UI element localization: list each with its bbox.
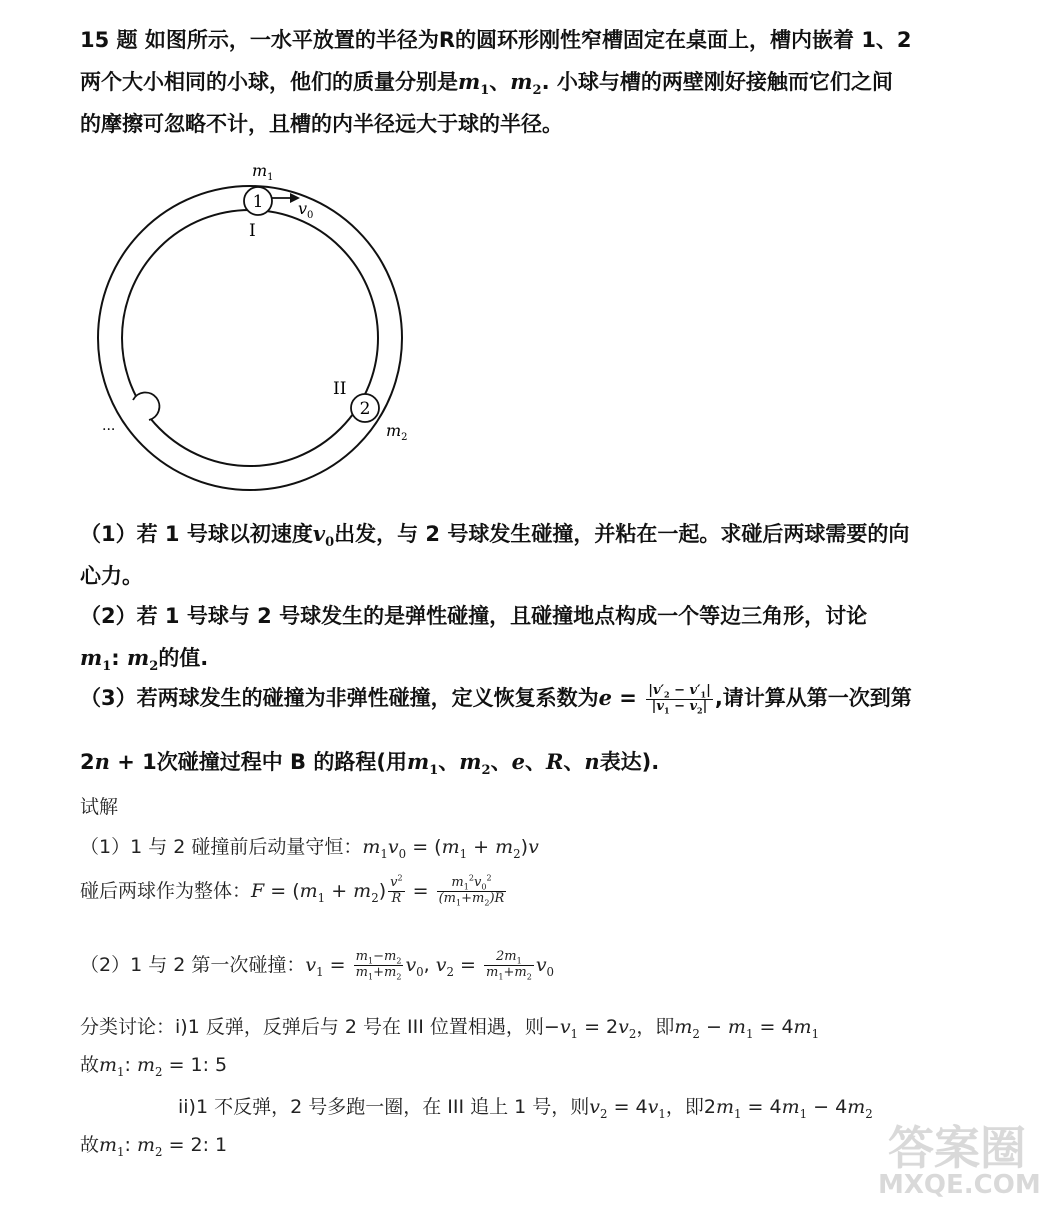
ellipsis-dots: ... <box>102 418 116 434</box>
label-m2: $m_2$ <box>386 421 408 443</box>
question-3-line-1: （3）若两球发生的碰撞为非弹性碰撞，定义恢复系数为e = $\frac{|v'_2 - v'_1|}{|v_1 - v_2|}$ ,请计算从第一次到第 <box>80 682 912 716</box>
question-1-line-1: （1）若 1 号球以初速度$v_0$出发，与 2 号球发生碰撞，并粘在一起。求碰后两球需要的向 <box>80 521 910 551</box>
watermark-site: MXQE.COM <box>878 1170 1041 1200</box>
question-2-line-1: （2）若 1 号球与 2 号球发生的是弹性碰撞，且碰撞地点构成一个等边三角形，讨论 <box>80 604 868 628</box>
ring-groove-figure <box>96 160 416 500</box>
solution-1-momentum: （1）1 与 2 碰撞前后动量守恒：$m_1v_0 = (m_1 + m_2)v$ <box>80 836 539 861</box>
label-I: I <box>249 221 256 241</box>
problem-line-1: 15 题 如图所示，一水平放置的半径为R的圆环形刚性窄槽固定在桌面上，槽内嵌着 1、2 <box>80 28 912 52</box>
solution-2-case-1: 分类讨论：i)1 反弹，反弹后与 2 号在 III 位置相遇，则$-v_1 = 2v_2$，即$m_2 - m_1 = 4m_1$ <box>80 1016 820 1041</box>
label-v0: $v_0$ <box>298 199 314 221</box>
solution-2-case-2: ii)1 不反弹，2 号多跑一圈，在 III 追上 1 号，则$v_2 = 4v_1$，即$2m_1 = 4m_1 - 4m_2$ <box>178 1096 873 1121</box>
label-m1: $m_1$ <box>252 161 274 183</box>
solution-1-force: 碰后两球作为整体：$F = (m_1 + m_2)$ $\frac{v^2}{R}$ = $\frac{m_1^2v_0^2}{(m_1+m_2)R}$ <box>80 873 505 908</box>
problem-line-2: 两个大小相同的小球，他们的质量分别是$m_1$、$m_2$. 小球与槽的两壁刚好接触而它们之间 <box>80 69 893 99</box>
label-II: II <box>333 379 347 399</box>
restitution-fraction: $\frac{|v'_2 - v'_1|}{|v_1 - v_2|}$ <box>648 682 711 716</box>
solution-title: 试解 <box>80 796 119 818</box>
question-2-line-2: $m_1$: $m_2$的值. <box>80 645 209 675</box>
inner-ring <box>122 210 378 466</box>
ball-1-number: 1 <box>252 192 264 212</box>
solution-2-velocities: （2）1 与 2 第一次碰撞：$v_1$ = $\frac{m_1-m_2}{m_1+m_2}$ $v_0$, $v_2$ = $\frac{2m_1}{m_1+m_2}$ $v_0$ <box>80 949 555 982</box>
question-1-line-2: 心力。 <box>80 564 143 588</box>
problem-line-3: 的摩擦可忽略不计，且槽的内半径远大于球的半径。 <box>80 112 563 136</box>
solution-2-ratio-1: 故$m_1$: $m_2 = 1$: 5 <box>80 1054 228 1079</box>
position-III-ball-outline <box>133 392 159 420</box>
solution-2-ratio-2: 故$m_1$: $m_2 = 2$: 1 <box>80 1134 228 1159</box>
watermark-logo: 答案圈 <box>888 1121 1026 1175</box>
ball-2-number: 2 <box>359 399 371 419</box>
question-3-line-2: 2n + 1次碰撞过程中 B 的路程(用$m_1$、$m_2$、e、R、n表达). <box>80 749 660 779</box>
